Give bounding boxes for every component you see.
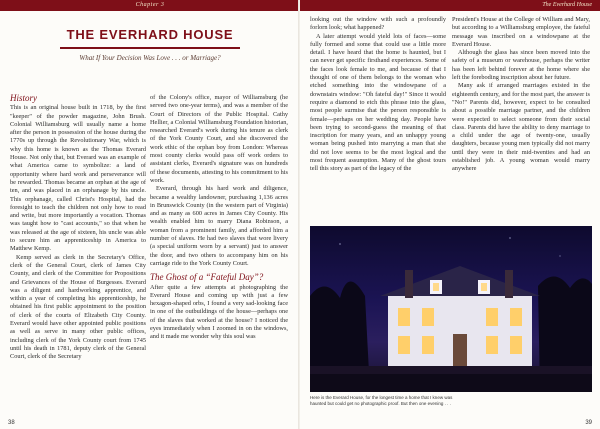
chapter-label: Chapter 3 bbox=[135, 2, 165, 8]
paragraph: Everard, through his hard work and diligence, became a wealthy landowner, purchasing 1,136 acres in Brunswick County (in the western part of Virginia) and as many as 600 acres in James City County. His wealth enabled him to marry Diana Robinson, a woman from a prominent family, and afforded him a number of slaves. He had two slaves that wore livery (a special uniform worn by a servant) just to answer the door, and two others to accompany him on his carriage ride to the York County Court. bbox=[150, 185, 288, 267]
photo-caption: Here is the Everard House, for the longest time a home that I knew was haunted but could get no photographic proof. But then one evening . . . bbox=[310, 395, 453, 406]
paragraph: Many ask if arranged marriages existed in the eighteenth century, and for the most part, the answer is "No!" Parents did, however, expect to be consulted about a possible marriage partner, and the children were expected to select someone from their social class. Parents did have the ability to deny marriage to a child under the age of twenty-one, usually daughters, because young men typically did not marry until they were in their mid-twenties and had an established job. A young woman would marry anywhere bbox=[452, 82, 590, 173]
page-title: THE EVERHARD HOUSE bbox=[66, 27, 234, 42]
page-number: 38 bbox=[8, 420, 15, 426]
history-heading: History bbox=[10, 93, 37, 103]
page-subtitle: What If Your Decision Was Love . . . or Marriage? bbox=[79, 54, 221, 62]
right-column-2 bbox=[452, 16, 590, 174]
ghost-heading: The Ghost of a “Fateful Day”? bbox=[150, 272, 264, 283]
paragraph: Kemp served as clerk in the Secretary's Office, clerk of the General Court, clerk of James City County, and clerk of the Committee for Propositions and Grievances of the House of Burgesses. Everard was a diligent and hardworking apprentice, and within a year of completing his apprenticeship, he obtained his first public appointment to the position of clerk of the courts of Elizabeth City County. Everard would have other appointed public positions as well as serve in many other public offices, including clerk of the York County court from 1745 until his death in 1781, deputy clerk of the General Court, clerk of the Secretary bbox=[10, 253, 146, 361]
left-column-2 bbox=[150, 94, 288, 342]
everard-house-photo bbox=[310, 226, 592, 392]
paragraph: A later attempt would yield lots of faces—some fully formed and some that could use a little more detail. I have heard that the home is haunted, but I can never get specific firsthand experiences. Some of the faces look female to me, and because of that I thought of one of them belongs to the woman who etched something into the windowpane of a downstairs window: "Oh fateful day!" Since it would require a diamond to etch this phrase into the glass, most people surmise that the person responsible is female—perhaps on her wedding day. People have been trying to second-guess the meaning of that inscription for many years, and an unhappy young woman being pushed into marrying a man that she did not love seems to be the most logical and the most frequent assumption. Many of the ghost tours tell this story as part of the legacy of the bbox=[310, 32, 446, 173]
left-column-1 bbox=[10, 94, 146, 362]
paragraph: After quite a few attempts at photographing the Everard House and coming up with just a few hexagon-shaped orbs, I found a very sad-looking face in one of the outbuildings of the house—perhaps one of the slaves that worked at the house? I noticed the eyes immediately when I zoomed in on the windows, and it made me wonder why this soul was bbox=[150, 283, 288, 341]
page-number: 39 bbox=[585, 420, 592, 426]
paragraph: This is an original house built in 1718, by the first "keeper" of the powder magazine, John Brush. Colonial Williamsburg will usually name a home after the person in possession of the house during the 1770s up through the Revolutionary War, which is why this home is known as the Thomas Everard House. Not only that, but Everard was an example of what America came to symbolize: a land of opportunity where hard work and perseverance will be rewarded. Thomas became an orphan at the age of ten, and was placed in an orphanage by his uncle. This orphanage, called Christ's Hospital, had the foresight to teach the children not only how to read and write, but more importantly a vocation. Thomas was taught how to "cast accounts," so that when he was released at the age of sixteen, his uncle was able to secure him an apprenticeship in America to Matthew Kemp. bbox=[10, 104, 146, 253]
right-column-1 bbox=[310, 16, 446, 174]
title-rule bbox=[60, 47, 240, 49]
running-head: The Everhard House bbox=[542, 2, 592, 8]
paragraph: of the Colony's office, mayor of Williamsburg (he served two one-year terms), and was a member of the Court of Directors of the Public Hospital. Cathy Hellier, a Colonial Williamsburg Foundation historian, researched Everard's work during his tenure as clerk of the York County Court, and she discovered the work ethic of the orphan boy from London: Whereas most county clerks would pass off work orders to assistant clerks, Everard's signature was on hundreds of these documents, attesting to his commitment to his work. bbox=[150, 94, 288, 184]
paragraph: President's House at the College of William and Mary, but according to a Williamsburg employee, the fateful message was inscribed on a windowpane at the Everard House. bbox=[452, 16, 590, 48]
paragraph: looking out the window with such a profoundly forlorn look; what happened? bbox=[310, 16, 446, 32]
paragraph: Although the glass has since been moved into the safety of a museum or warehouse, perhaps the writer has been left behind forever at the home where she left the foreboding inscription about her future. bbox=[452, 49, 590, 82]
right-page bbox=[300, 0, 600, 429]
